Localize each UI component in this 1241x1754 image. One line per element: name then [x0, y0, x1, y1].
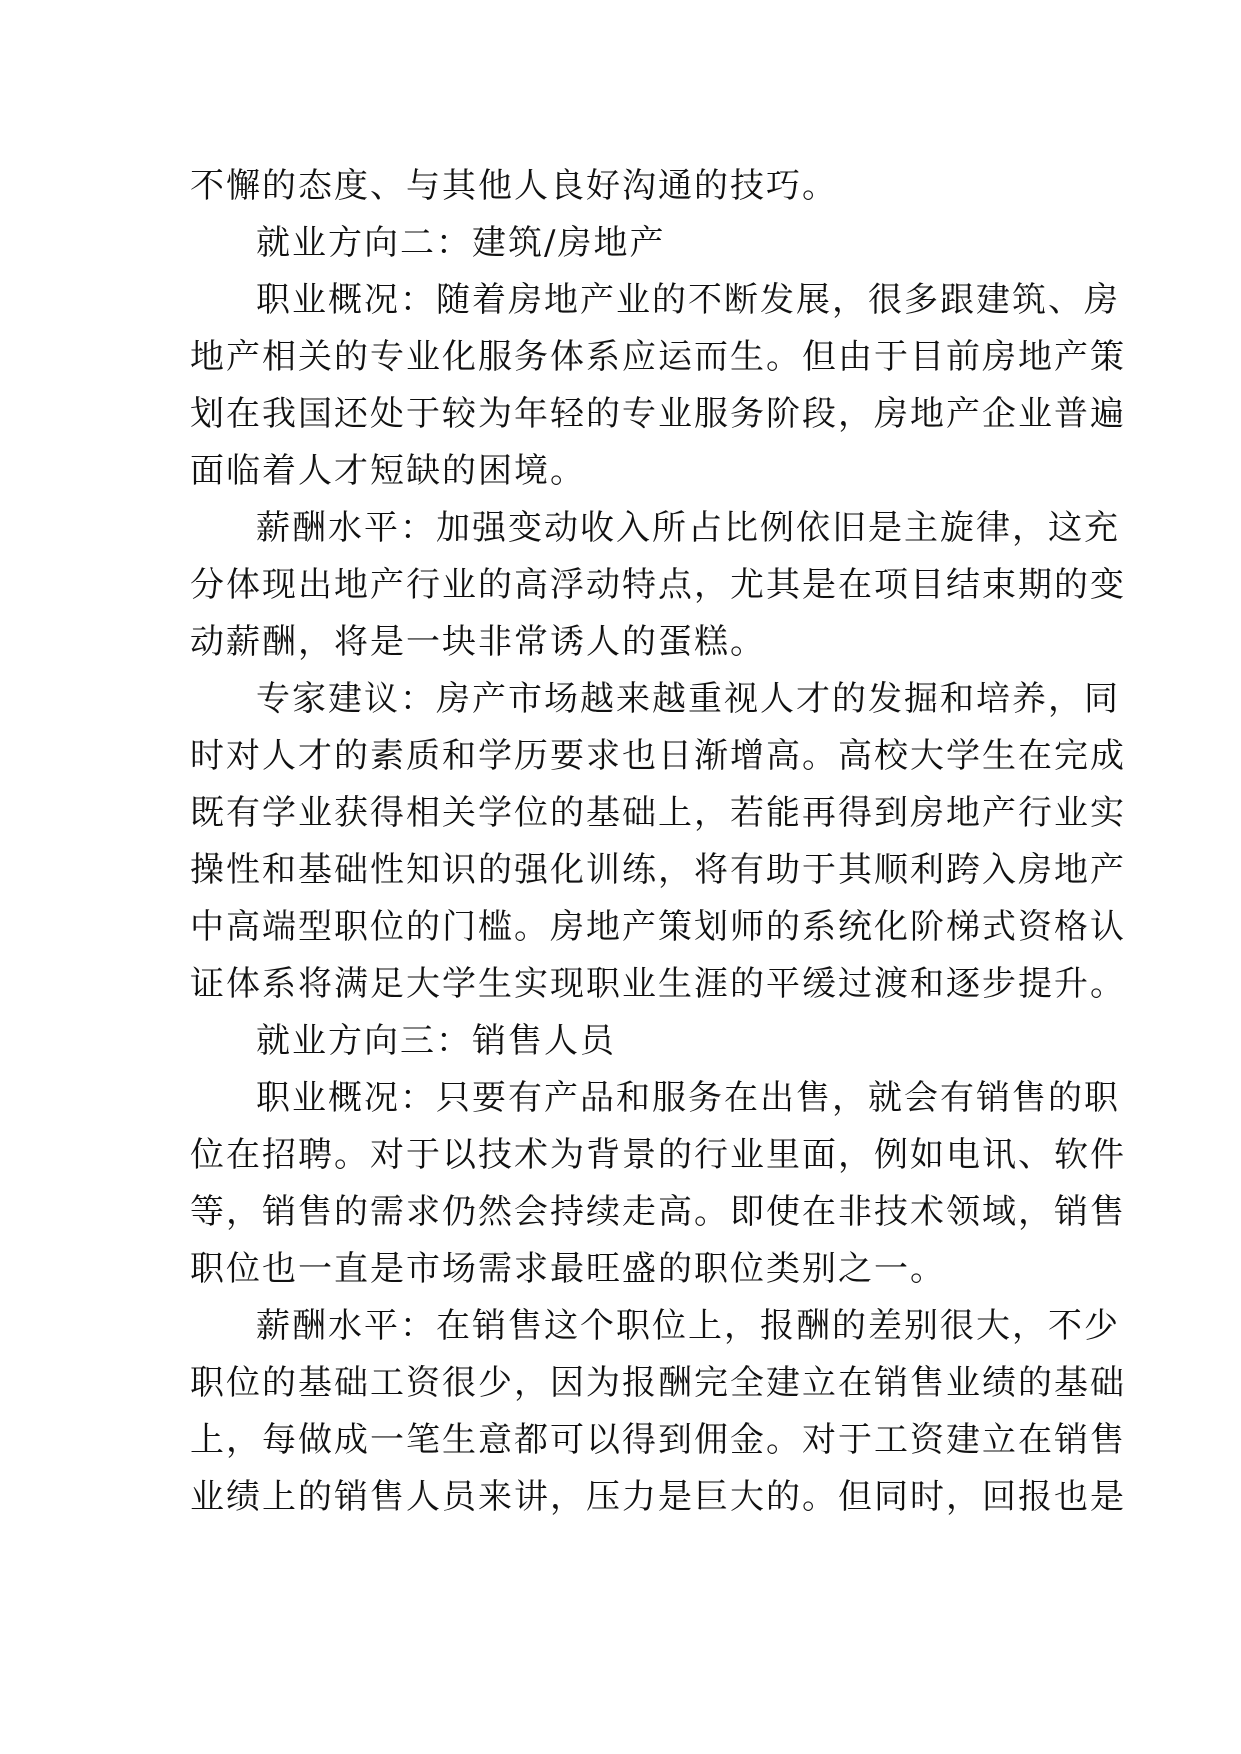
- text-line: 动薪酬，将是一块非常诱人的蛋糕。: [190, 622, 766, 662]
- text-line: 划在我国还处于较为年轻的专业服务阶段，房地产企业普遍: [190, 394, 1126, 434]
- text-line: 时对人才的素质和学历要求也日渐增高。高校大学生在完成: [190, 736, 1126, 776]
- section-heading: 就业方向二：建筑/房地产: [256, 223, 666, 263]
- text-line: 职位也一直是市场需求最旺盛的职位类别之一。: [190, 1249, 946, 1289]
- document-body: [190, 158, 1126, 1526]
- section-heading: 就业方向三：销售人员: [256, 1021, 616, 1061]
- text-line: 证体系将满足大学生实现职业生涯的平缓过渡和逐步提升。: [190, 964, 1126, 1004]
- text-line: 业绩上的销售人员来讲，压力是巨大的。但同时，回报也是: [190, 1477, 1126, 1517]
- text-line: 等，销售的需求仍然会持续走高。即使在非技术领域，销售: [190, 1192, 1126, 1232]
- text-line: 上，每做成一笔生意都可以得到佣金。对于工资建立在销售: [190, 1420, 1126, 1460]
- text-line: 地产相关的专业化服务体系应运而生。但由于目前房地产策: [190, 337, 1126, 377]
- text-line: 位在招聘。对于以技术为背景的行业里面，例如电讯、软件: [190, 1135, 1126, 1175]
- text-line: 职位的基础工资很少，因为报酬完全建立在销售业绩的基础: [190, 1363, 1126, 1403]
- text-line: 面临着人才短缺的困境。: [190, 451, 586, 491]
- text-line: 职业概况：只要有产品和服务在出售，就会有销售的职: [256, 1078, 1120, 1118]
- text-line: 既有学业获得相关学位的基础上，若能再得到房地产行业实: [190, 793, 1126, 833]
- text-line: 专家建议：房产市场越来越重视人才的发掘和培养，同: [256, 679, 1120, 719]
- text-line: 职业概况：随着房地产业的不断发展，很多跟建筑、房: [256, 280, 1120, 320]
- text-line: 中高端型职位的门槛。房地产策划师的系统化阶梯式资格认: [190, 907, 1126, 947]
- text-line: 不懈的态度、与其他人良好沟通的技巧。: [190, 166, 838, 206]
- text-line: 薪酬水平：加强变动收入所占比例依旧是主旋律，这充: [256, 508, 1120, 548]
- text-line: 分体现出地产行业的高浮动特点，尤其是在项目结束期的变: [190, 565, 1126, 605]
- text-line: 薪酬水平：在销售这个职位上，报酬的差别很大，不少: [256, 1306, 1120, 1346]
- text-line: 操性和基础性知识的强化训练，将有助于其顺利跨入房地产: [190, 850, 1126, 890]
